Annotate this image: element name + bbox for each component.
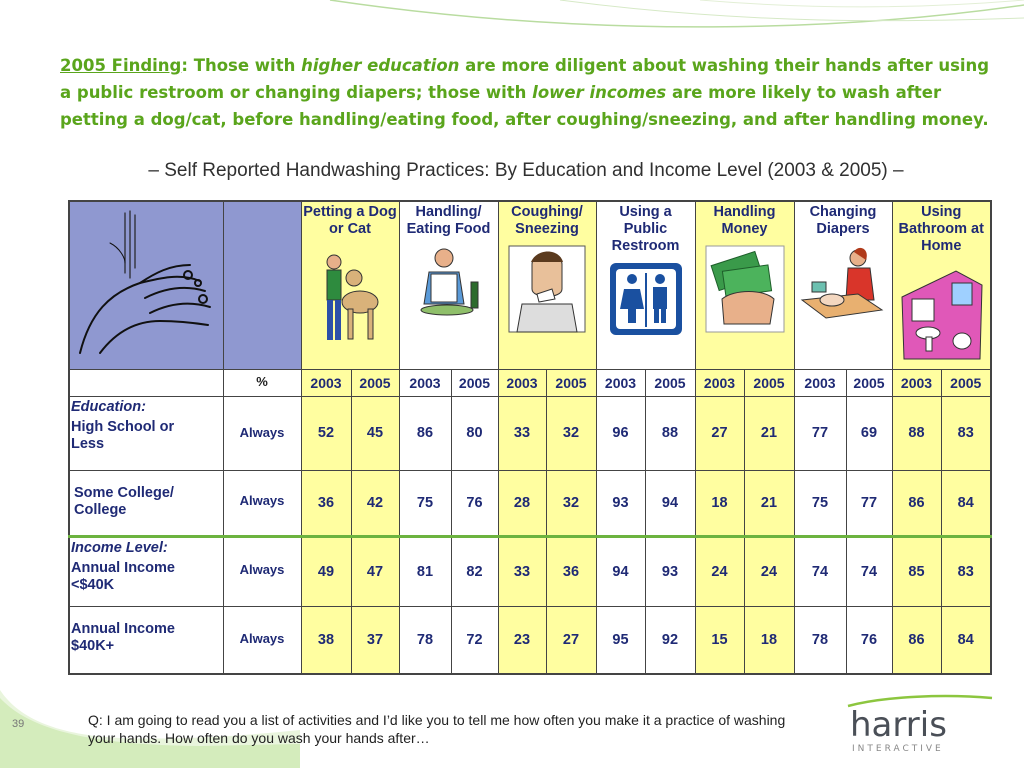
cell-value: 85 <box>892 536 941 606</box>
cell-value: 21 <box>744 396 794 470</box>
year-label: 2005 <box>846 369 892 396</box>
col-header-food <box>399 201 498 369</box>
cell-value: 86 <box>892 470 941 536</box>
cell-value: 86 <box>892 606 941 674</box>
cell-value: 77 <box>846 470 892 536</box>
home-bathroom-icon <box>896 261 986 361</box>
column-label: Using a Public Restroom <box>611 204 680 254</box>
cell-value: 84 <box>941 470 991 536</box>
handwashing-table <box>68 200 992 675</box>
col-header-sneezing <box>498 201 596 369</box>
cell-value: 74 <box>846 536 892 606</box>
cell-value: 86 <box>399 396 451 470</box>
cell-value: 36 <box>546 536 596 606</box>
cell-value: 21 <box>744 470 794 536</box>
headline-finding-label: 2005 Finding <box>60 56 182 75</box>
cell-value: 93 <box>596 470 645 536</box>
year-row <box>69 369 991 396</box>
year-label: 2003 <box>498 369 546 396</box>
cell-value: 94 <box>596 536 645 606</box>
column-label: Handling/ Eating Food <box>406 204 491 237</box>
cell-value: 15 <box>695 606 744 674</box>
washing-hands-icon <box>70 203 220 363</box>
row-header <box>69 606 223 674</box>
cell-value: 95 <box>596 606 645 674</box>
restroom-icon <box>608 261 684 337</box>
year-label: 2005 <box>744 369 794 396</box>
cell-value: 84 <box>941 606 991 674</box>
cell-value: 28 <box>498 470 546 536</box>
cell-value: 80 <box>451 396 498 470</box>
year-label: 2003 <box>596 369 645 396</box>
cell-value: 24 <box>744 536 794 606</box>
cell-value: 77 <box>794 396 846 470</box>
col-header-money <box>695 201 794 369</box>
headline-emphasis: higher education <box>301 56 460 75</box>
measure-label: Always <box>223 396 301 470</box>
percent-label: % <box>223 369 301 396</box>
table-row <box>69 396 991 470</box>
year-label: 2003 <box>301 369 351 396</box>
cell-value: 75 <box>794 470 846 536</box>
dog-petting-icon <box>310 244 390 354</box>
survey-question: Q: I am going to read you a list of activities and I’d like you to tell me how often you make it a practice of washing your hands. How often do you wash your hands after… <box>88 712 786 746</box>
cell-value: 75 <box>399 470 451 536</box>
cell-value: 76 <box>846 606 892 674</box>
row-header <box>69 536 223 606</box>
money-icon <box>704 244 786 334</box>
cell-value: 24 <box>695 536 744 606</box>
cell-value: 18 <box>695 470 744 536</box>
cell-value: 27 <box>546 606 596 674</box>
diaper-icon <box>798 244 888 324</box>
cell-value: 27 <box>695 396 744 470</box>
cell-value: 83 <box>941 536 991 606</box>
cell-value: 38 <box>301 606 351 674</box>
table-row <box>69 470 991 536</box>
harris-logo <box>850 694 996 754</box>
col-header-restroom <box>596 201 695 369</box>
year-label: 2005 <box>645 369 695 396</box>
food-handling-icon <box>409 244 489 324</box>
slide-number: 39 <box>12 718 25 730</box>
table-row <box>69 536 991 606</box>
cell-value: 32 <box>546 396 596 470</box>
logo-word: harris <box>850 705 947 745</box>
measure-label: Always <box>223 536 301 606</box>
cell-value: 74 <box>794 536 846 606</box>
cell-value: 78 <box>399 606 451 674</box>
cell-value: 88 <box>892 396 941 470</box>
col-header-dog <box>301 201 399 369</box>
headline-text: are more likely to wash after petting a dog/cat, before handling/eating food, after coughing/sneezing, and after handling money. <box>60 83 989 129</box>
cell-value: 69 <box>846 396 892 470</box>
row-label: High School or Less <box>71 418 175 452</box>
col-header-diapers <box>794 201 892 369</box>
column-label: Changing Diapers <box>809 204 877 237</box>
cell-value: 45 <box>351 396 399 470</box>
cell-value: 83 <box>941 396 991 470</box>
headline-text: are more diligent about washing their hands after using a public restroom or changing diapers; those with <box>60 56 990 102</box>
cell-value: 94 <box>645 470 695 536</box>
cell-value: 23 <box>498 606 546 674</box>
row-header <box>69 470 223 536</box>
year-label: 2003 <box>794 369 846 396</box>
year-label: 2005 <box>451 369 498 396</box>
year-label: 2003 <box>399 369 451 396</box>
cell-value: 42 <box>351 470 399 536</box>
year-label: 2005 <box>546 369 596 396</box>
cell-value: 18 <box>744 606 794 674</box>
year-label: 2005 <box>941 369 991 396</box>
headline-text: : Those with <box>181 56 302 75</box>
table-subtitle: – Self Reported Handwashing Practices: By Education and Income Level (2003 & 2005) – <box>148 160 904 181</box>
row-label: Annual Income $40K+ <box>71 620 175 654</box>
sneezing-icon <box>507 244 587 334</box>
cell-value: 32 <box>546 470 596 536</box>
cell-value: 33 <box>498 396 546 470</box>
handwashing-image-cell <box>69 201 223 369</box>
header-row <box>69 201 991 369</box>
cell-value: 81 <box>399 536 451 606</box>
cell-value: 47 <box>351 536 399 606</box>
column-label: Using Bathroom at Home <box>898 204 984 254</box>
year-label: 2003 <box>892 369 941 396</box>
column-label: Petting a Dog or Cat <box>303 204 397 237</box>
cell-value: 49 <box>301 536 351 606</box>
row-label: Annual Income <$40K <box>71 559 175 593</box>
measure-label: Always <box>223 606 301 674</box>
measure-label: Always <box>223 470 301 536</box>
group-label: Education: <box>71 398 146 415</box>
cell-value: 96 <box>596 396 645 470</box>
group-label: Income Level: <box>71 539 168 556</box>
table-row <box>69 606 991 674</box>
header-spacer <box>223 201 301 369</box>
cell-value: 93 <box>645 536 695 606</box>
column-label: Handling Money <box>713 204 776 237</box>
year-row-blank <box>69 369 223 396</box>
logo-subtitle: INTERACTIVE <box>852 744 944 754</box>
col-header-home-bathroom <box>892 201 991 369</box>
year-label: 2005 <box>351 369 399 396</box>
cell-value: 92 <box>645 606 695 674</box>
cell-value: 76 <box>451 470 498 536</box>
headline-emphasis: lower incomes <box>532 83 667 102</box>
decorative-swoosh <box>0 0 1024 60</box>
cell-value: 33 <box>498 536 546 606</box>
cell-value: 82 <box>451 536 498 606</box>
cell-value: 52 <box>301 396 351 470</box>
cell-value: 78 <box>794 606 846 674</box>
headline <box>60 52 1000 133</box>
cell-value: 37 <box>351 606 399 674</box>
cell-value: 36 <box>301 470 351 536</box>
cell-value: 88 <box>645 396 695 470</box>
row-header <box>69 396 223 470</box>
cell-value: 72 <box>451 606 498 674</box>
year-label: 2003 <box>695 369 744 396</box>
row-label: Some College/ College <box>74 484 174 518</box>
column-label: Coughing/ Sneezing <box>511 204 583 237</box>
